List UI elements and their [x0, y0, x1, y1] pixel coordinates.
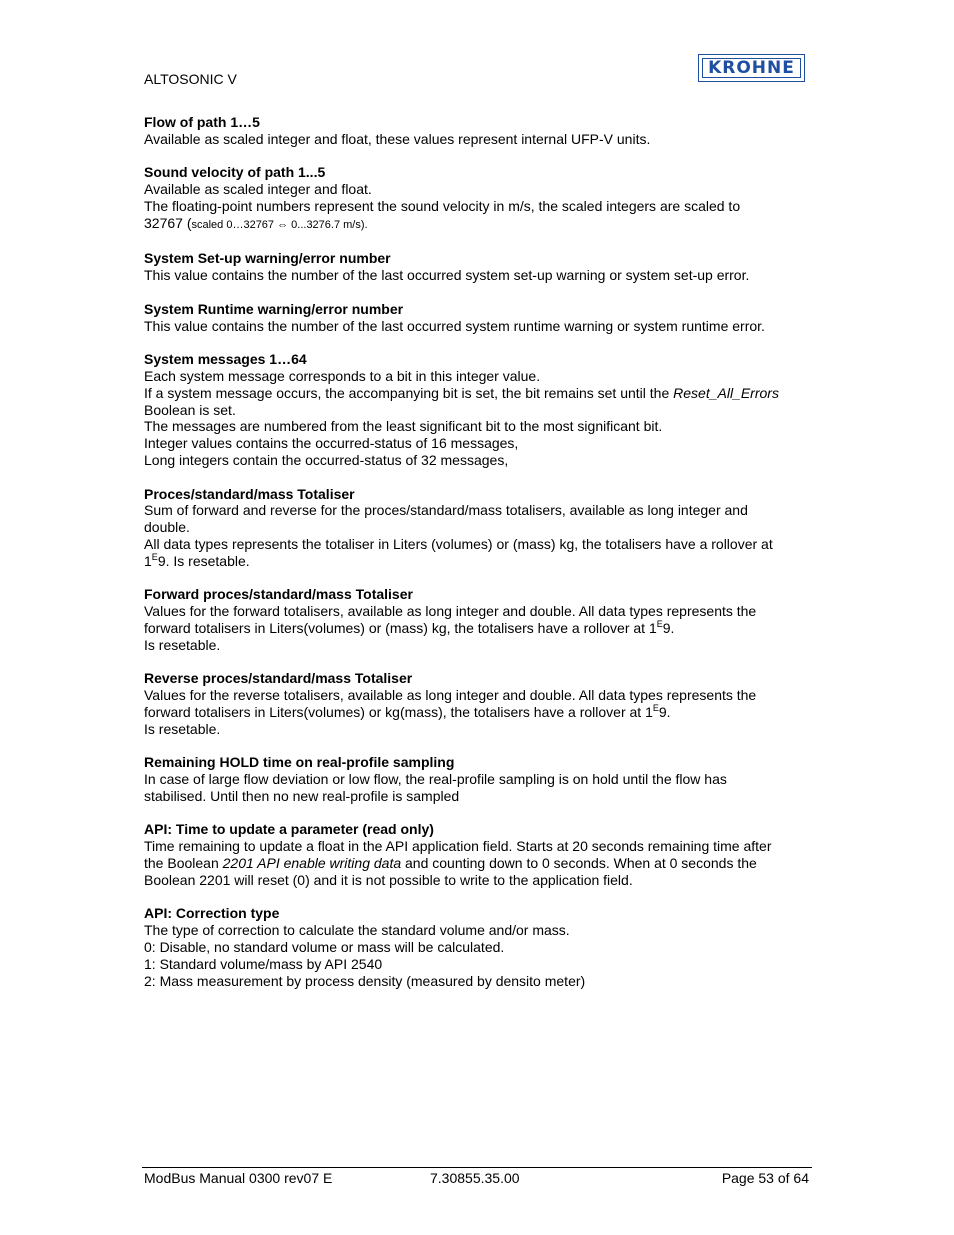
paragraph-line: Values for the forward totalisers, available as long integer and double. All data types represents the	[144, 603, 757, 620]
text-run: 9. Is resetable.	[157, 552, 250, 569]
section-heading: System Set-up warning/error number	[144, 250, 391, 267]
section-heading: Reverse proces/standard/mass Totaliser	[144, 670, 413, 687]
paragraph-line: double.	[144, 519, 190, 536]
paragraph-line: stabilised. Until then no new real-profile is sampled	[144, 787, 460, 804]
paragraph-line	[144, 855, 814, 872]
paragraph-line: The messages are numbered from the least significant bit to the most significant bit.	[144, 418, 663, 435]
section-heading: Forward proces/standard/mass Totaliser	[144, 586, 413, 603]
exponent-superscript: E	[151, 551, 158, 562]
document-header-title: ALTOSONIC V	[144, 71, 237, 87]
paragraph-line	[144, 385, 814, 402]
paragraph-line: Each system message corresponds to a bit in this integer value.	[144, 367, 541, 384]
section-heading: System Runtime warning/error number	[144, 300, 404, 317]
paragraph-line: Is resetable.	[144, 636, 221, 653]
paragraph-line	[144, 553, 814, 570]
section-sound-velocity	[144, 164, 814, 233]
section-heading: Sound velocity of path 1...5	[144, 164, 326, 181]
footer-document-number: 7.30855.35.00	[430, 1170, 520, 1186]
paragraph-line: Time remaining to update a float in the API application field. Starts at 20 seconds remaining time after	[144, 838, 772, 855]
section-runtime-warning	[144, 301, 814, 335]
logo-text: KROHNE	[708, 58, 795, 78]
paragraph-line: This value contains the number of the last occurred system set-up warning or system set-up error.	[144, 267, 750, 284]
italic-term: Reset_All_Errors	[673, 384, 779, 401]
text-run: 1	[144, 552, 152, 569]
scale-value: 32767 (	[144, 214, 192, 231]
text-run: 9.	[658, 703, 671, 720]
section-totaliser	[144, 486, 814, 570]
text-run: forward totalisers in Liters(volumes) or (mass) kg, the totalisers have a rollover at 1	[144, 619, 657, 636]
paragraph-line	[144, 620, 814, 637]
text-run: and counting down to 0 seconds. When at 0 seconds the	[401, 855, 757, 872]
section-forward-totaliser	[144, 586, 814, 653]
paragraph-line: Available as scaled integer and float.	[144, 181, 372, 198]
text-run: If a system message occurs, the accompanying bit is set, the bit remains set until the	[144, 384, 674, 401]
section-hold-time	[144, 754, 814, 804]
paragraph-line: This value contains the number of the last occurred system runtime warning or system runtime error.	[144, 317, 765, 334]
paragraph-line	[144, 704, 814, 721]
paragraph-line: Boolean 2201 will reset (0) and it is not possible to write to the application field.	[144, 871, 633, 888]
exponent-superscript: E	[652, 702, 659, 713]
section-heading: System messages 1…64	[144, 351, 307, 368]
section-reverse-totaliser	[144, 670, 814, 737]
text-run: forward totalisers in Liters(volumes) or kg(mass), the totalisers have a rollover at 1	[144, 703, 653, 720]
paragraph-line	[144, 215, 814, 234]
paragraph-line: Available as scaled integer and float, these values represent internal UFP-V units.	[144, 130, 651, 147]
scale-note: scaled 0…32767 ⇔ 0...3276.7 m/s).	[191, 218, 368, 231]
section-heading: Remaining HOLD time on real-profile sampling	[144, 754, 455, 771]
krohne-logo	[698, 54, 805, 82]
paragraph-line: Long integers contain the occurred-status of 32 messages,	[144, 451, 509, 468]
section-heading: API: Time to update a parameter (read only)	[144, 821, 434, 838]
section-system-messages	[144, 351, 814, 469]
paragraph-line: The type of correction to calculate the standard volume and/or mass.	[144, 922, 570, 939]
paragraph-line: Sum of forward and reverse for the proces/standard/mass totalisers, available as long integer and	[144, 502, 748, 519]
paragraph-line: Values for the reverse totalisers, available as long integer and double. All data types represents the	[144, 687, 757, 704]
paragraph-line: 1: Standard volume/mass by API 2540	[144, 955, 383, 972]
footer-divider	[142, 1167, 812, 1168]
section-heading: Flow of path 1…5	[144, 114, 260, 130]
section-flow-of-path	[144, 114, 814, 148]
paragraph-line: In case of large flow deviation or low flow, the real-profile sampling is on hold until the flow has	[144, 771, 727, 788]
section-api-time	[144, 821, 814, 888]
paragraph-line: Boolean is set.	[144, 401, 236, 418]
section-setup-warning	[144, 250, 814, 284]
section-heading: API: Correction type	[144, 905, 280, 922]
paragraph-line: 2: Mass measurement by process density (measured by densito meter)	[144, 972, 586, 989]
page-content	[144, 114, 814, 1006]
italic-term: 2201 API enable writing data	[222, 855, 402, 872]
section-api-correction	[144, 905, 814, 989]
paragraph-line: All data types represents the totaliser in Liters (volumes) or (mass) kg, the totalisers have a rollover at	[144, 535, 773, 552]
paragraph-line: 0: Disable, no standard volume or mass will be calculated.	[144, 939, 505, 956]
paragraph-line: Integer values contains the occurred-status of 16 messages,	[144, 435, 519, 452]
text-run: the Boolean	[144, 855, 223, 872]
footer-page-number: Page 53 of 64	[721, 1170, 809, 1186]
paragraph-line: The floating-point numbers represent the sound velocity in m/s, the scaled integers are scaled to	[144, 197, 741, 214]
paragraph-line: Is resetable.	[144, 720, 221, 737]
footer-manual-name: ModBus Manual 0300 rev07 E	[144, 1170, 333, 1186]
logo-inner-frame	[702, 58, 801, 78]
exponent-superscript: E	[656, 618, 663, 629]
text-run: 9.	[662, 619, 675, 636]
section-heading: Proces/standard/mass Totaliser	[144, 485, 355, 502]
